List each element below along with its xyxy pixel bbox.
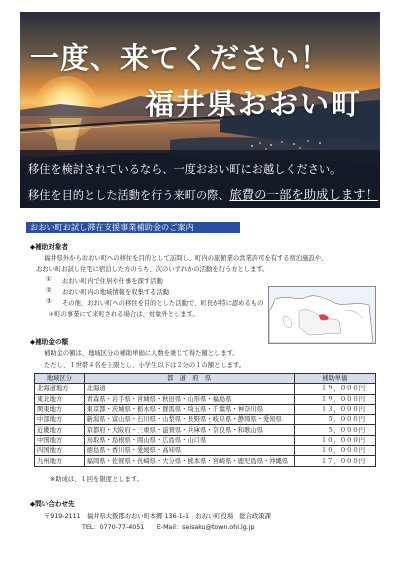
amount-para-2: ただし、１世帯４名を上限とし、小学生以下は２分の１の額とします。 <box>44 362 245 369</box>
section-title: おおい町お試し滞在支援事業補助金のご案内 <box>30 222 194 232</box>
region-cell: 近畿地方 <box>35 425 85 435</box>
band-line-2-prefix: 移住を目的とした活動を行う来町の際、 <box>28 189 230 202</box>
eligible-item-2: おおい町内の地域情報を収集する活動 <box>62 289 170 296</box>
contact-tel-email: TEL：0770-77-4051 E-Mail：seisaku@town.ohi.lg.jp <box>82 524 255 531</box>
amount-para-1: 補助金の額は、地域区分の補助単価に人数を乗じて得た額とします。 <box>44 350 239 357</box>
unit-price-cell: １３，０００円 <box>294 404 375 414</box>
prefectures-cell: 福岡県・佐賀県・長崎県・大分県・熊本県・宮崎県・鹿児島県・沖縄県 <box>84 456 294 466</box>
table-header-row <box>35 374 376 384</box>
hero-message-band <box>20 150 380 208</box>
unit-price-cell: ５，０００円 <box>294 415 375 425</box>
region-cell: 北海道地方 <box>35 384 85 394</box>
location-map <box>268 286 376 344</box>
table-row <box>35 394 376 404</box>
table-row <box>35 415 376 425</box>
band-line-2 <box>28 185 378 203</box>
amount-heading: ◆補助金の額 <box>30 338 69 346</box>
region-cell: 中国地方 <box>35 435 85 445</box>
table-row <box>35 446 376 456</box>
header-region: 地域区分 <box>35 374 85 384</box>
eligible-para-2: おおい町お試し住宅に宿泊した方のうち、次のいずれかの活動を行う方とします。 <box>36 266 269 273</box>
table-row <box>35 456 376 466</box>
prefectures-cell: 北海道 <box>84 384 294 394</box>
japan-map-outline <box>269 287 375 343</box>
section-title-bar <box>26 222 240 233</box>
header-unit-price: 補助単価 <box>294 374 375 384</box>
prefectures-cell: 新潟県・富山県・石川県・山梨県・長野県・岐阜県・静岡県・愛知県 <box>84 415 294 425</box>
unit-price-cell: １９，０００円 <box>294 394 375 404</box>
region-cell: 関東地方 <box>35 404 85 414</box>
region-cell: 四国地方 <box>35 446 85 456</box>
prefectures-cell: 徳島県・香川県・愛媛県・高知県 <box>84 446 294 456</box>
eligible-note: ＊町の事業にて来町される場合は、対象外とします。 <box>48 311 199 318</box>
eligible-item-2-number: ② <box>46 287 52 294</box>
prefectures-cell: 鳥取県・島根県・岡山県・広島県・山口県 <box>84 435 294 445</box>
region-cell: 東北地方 <box>35 394 85 404</box>
region-cell: 九州地方 <box>35 456 85 466</box>
eligible-heading: ◆補助対象者 <box>30 243 69 251</box>
unit-price-cell: １０，０００円 <box>294 446 375 456</box>
band-line-1: 移住を検討されているなら、一度おおい町にお越しください。 <box>28 163 342 176</box>
unit-price-cell: １９，０００円 <box>294 384 375 394</box>
hero-town-name: 福井県おおい町 <box>144 87 362 121</box>
eligible-item-3: その他、おおい町への移住を目的とした活動で、町長が特に認めるもの <box>62 300 264 307</box>
unit-price-cell: １０，０００円 <box>294 435 375 445</box>
table-row <box>35 435 376 445</box>
eligible-item-3-number: ③ <box>46 298 52 305</box>
hero-headline: 一度、来てください！ <box>30 41 331 75</box>
header-prefectures: 都 道 府 県 <box>84 374 294 384</box>
table-row <box>35 425 376 435</box>
unit-price-cell: ５，０００円 <box>294 425 375 435</box>
band-line-2-highlight: 旅費の一部を助成します！ <box>229 187 379 202</box>
prefectures-cell: 東京都・茨城県・栃木県・群馬県・埼玉県・千葉県・神奈川県 <box>84 404 294 414</box>
subsidy-table <box>34 373 376 467</box>
amount-note: ※助成は、１回を限度とします。 <box>50 476 143 483</box>
prefectures-cell: 京都府・大阪府・三重県・滋賀県・兵庫県・奈良県・和歌山県 <box>84 425 294 435</box>
contact-address: 〒919-2111 福井県大飯郡おおい町本郷 136-1-1 おおい町役場 総合政策課 <box>44 513 271 520</box>
prefectures-cell: 青森県・岩手県・宮城県・秋田県・山形県・福島県 <box>84 394 294 404</box>
unit-price-cell: １７，０００円 <box>294 456 375 466</box>
region-cell: 中部地方 <box>35 415 85 425</box>
contact-heading: ◆問い合わせ先 <box>30 500 75 508</box>
eligible-item-1: おおい町内で住居や仕事を探す活動 <box>62 278 163 285</box>
eligible-para-1: 福井県外からおおい町への移住を目的として訪問し、町内の旅館業の営業許可を有する宿泊施設や、 <box>44 255 328 262</box>
table-row <box>35 404 376 414</box>
eligible-item-1-number: ① <box>46 276 52 283</box>
table-row <box>35 384 376 394</box>
